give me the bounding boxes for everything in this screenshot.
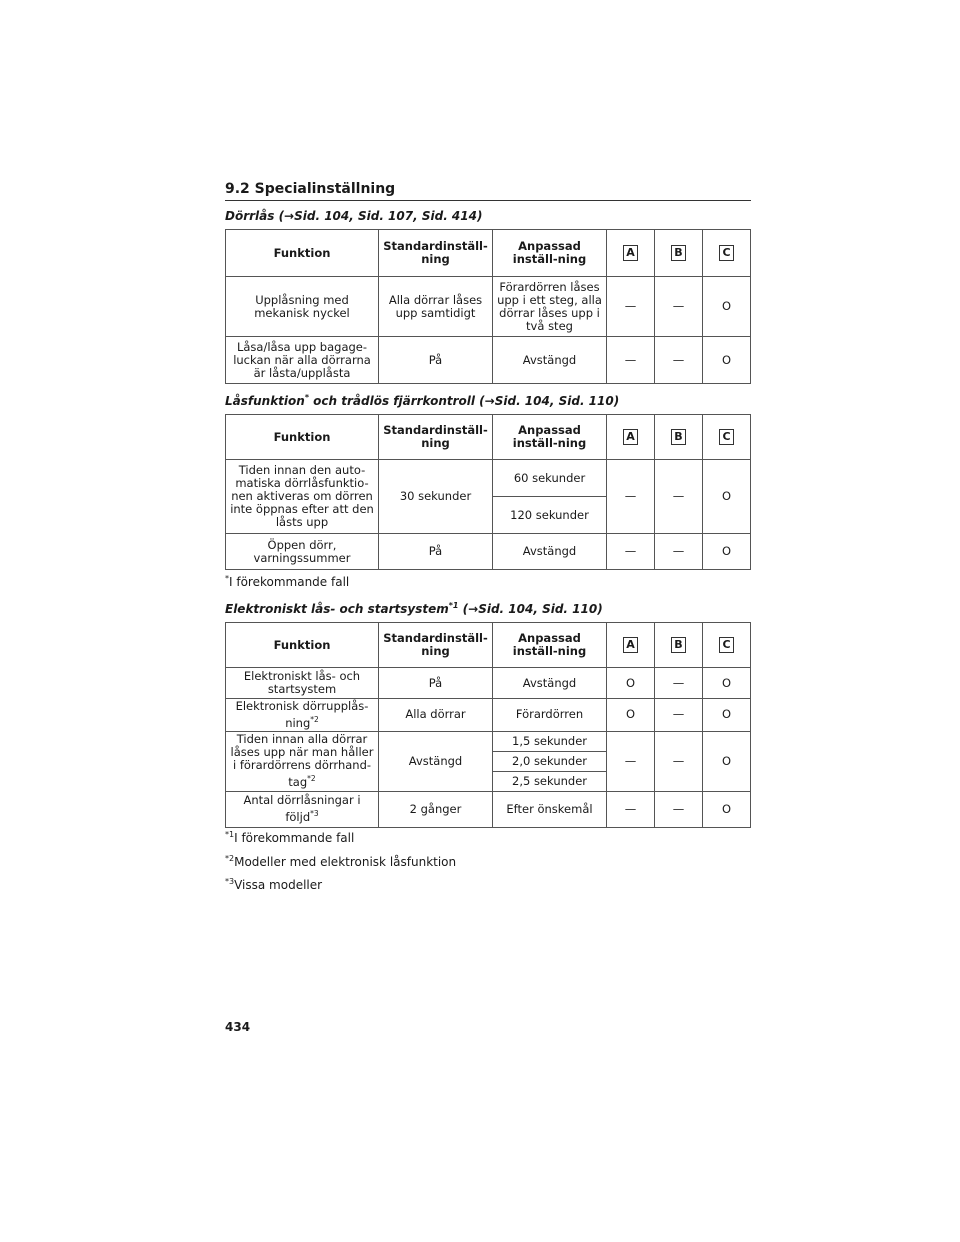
cell-b: — bbox=[655, 534, 703, 570]
cell-anpassad: Avstängd bbox=[493, 534, 607, 570]
cell-funktion: Öppen dörr, varningssummer bbox=[226, 534, 379, 570]
table-row bbox=[226, 277, 751, 337]
cell-standard: På bbox=[379, 668, 493, 699]
table-door-locks bbox=[225, 229, 751, 384]
cell-anpassad: Efter önskemål bbox=[493, 791, 607, 827]
table-header-row bbox=[226, 415, 751, 460]
cell-funktion: Elektronisk dörrupplås-ning$^{*2}$ bbox=[226, 699, 379, 732]
col-standard: Standardinställ-ning bbox=[379, 230, 493, 277]
cell-funktion: Låsa/låsa upp bagage-luckan när alla dörrarna är låsta/upplåsta bbox=[226, 337, 379, 384]
cell-funktion: Tiden innan den auto-matiska dörrlåsfunktio-nen aktiveras om dörren inte öppnas efter att den låsts upp bbox=[226, 460, 379, 534]
cell-c: O bbox=[703, 791, 751, 827]
cell-c: O bbox=[703, 668, 751, 699]
table-header-row bbox=[226, 623, 751, 668]
footnote: $^{*2}$Modeller med elektronisk låsfunktion bbox=[225, 854, 457, 869]
table-row bbox=[226, 534, 751, 570]
footnote: $^{*1}$I förekommande fall bbox=[225, 830, 355, 845]
table-lock-function bbox=[225, 414, 751, 570]
cell-standard: Alla dörrar bbox=[379, 699, 493, 732]
cell-funktion: Antal dörrlåsningar i följd$^{*3}$ bbox=[226, 791, 379, 827]
col-a-badge: A bbox=[623, 245, 638, 261]
page-number: 434 bbox=[225, 1020, 251, 1034]
cell-b: — bbox=[655, 460, 703, 534]
footnote: $^{*3}$Vissa modeller bbox=[225, 877, 323, 892]
cell-b: — bbox=[655, 699, 703, 732]
cell-c: O bbox=[703, 277, 751, 337]
cell-standard: Alla dörrar låses upp samtidigt bbox=[379, 277, 493, 337]
cell-a: — bbox=[607, 731, 655, 791]
cell-b: — bbox=[655, 277, 703, 337]
col-standard: Standardinställ-ning bbox=[379, 623, 493, 668]
cell-b: — bbox=[655, 668, 703, 699]
cell-funktion: Elektroniskt lås- och startsystem bbox=[226, 668, 379, 699]
table-row bbox=[226, 460, 751, 497]
cell-c: O bbox=[703, 699, 751, 732]
cell-c: O bbox=[703, 731, 751, 791]
cell-standard: På bbox=[379, 337, 493, 384]
cell-anpassad: 2,0 sekunder bbox=[493, 751, 607, 771]
cell-a: O bbox=[607, 699, 655, 732]
section2-title: Låsfunktion* och trådlös fjärrkontroll (→Sid. 104, Sid. 110) bbox=[225, 393, 620, 408]
cell-funktion: Upplåsning med mekanisk nyckel bbox=[226, 277, 379, 337]
cell-anpassad: 120 sekunder bbox=[493, 497, 607, 534]
col-c-badge: C bbox=[719, 637, 734, 653]
cell-a: — bbox=[607, 460, 655, 534]
cell-a: — bbox=[607, 534, 655, 570]
cell-anpassad: Avstängd bbox=[493, 668, 607, 699]
cell-b: — bbox=[655, 791, 703, 827]
cell-standard: På bbox=[379, 534, 493, 570]
cell-a: — bbox=[607, 791, 655, 827]
cell-anpassad: 2,5 sekunder bbox=[493, 771, 607, 791]
col-b-badge: B bbox=[671, 245, 686, 261]
section3-title: Elektroniskt lås- och startsystem$^{*1}$ (→Sid. 104, Sid. 110) bbox=[225, 601, 603, 616]
col-anpassad: Anpassad inställ-ning bbox=[493, 415, 607, 460]
col-c-badge: C bbox=[719, 429, 734, 445]
table-header-row bbox=[226, 230, 751, 277]
col-c-badge: C bbox=[719, 245, 734, 261]
col-standard: Standardinställ-ning bbox=[379, 415, 493, 460]
table-row bbox=[226, 791, 751, 827]
cell-funktion: Tiden innan alla dörrar låses upp när man håller i förardörrens dörrhand-tag$^{*2}$ bbox=[226, 731, 379, 791]
table-row bbox=[226, 699, 751, 732]
cell-anpassad: 60 sekunder bbox=[493, 460, 607, 497]
section-heading: 9.2 Specialinställning bbox=[225, 181, 396, 197]
page-header bbox=[225, 178, 751, 201]
col-a-badge: A bbox=[623, 429, 638, 445]
cell-b: — bbox=[655, 731, 703, 791]
col-b-badge: B bbox=[671, 637, 686, 653]
col-a-badge: A bbox=[623, 637, 638, 653]
cell-anpassad: 1,5 sekunder bbox=[493, 731, 607, 751]
cell-standard: 2 gånger bbox=[379, 791, 493, 827]
cell-standard: Avstängd bbox=[379, 731, 493, 791]
col-funktion: Funktion bbox=[226, 623, 379, 668]
table-smart-entry bbox=[225, 622, 751, 828]
section1-title: Dörrlås (→Sid. 104, Sid. 107, Sid. 414) bbox=[225, 209, 483, 223]
cell-anpassad: Avstängd bbox=[493, 337, 607, 384]
col-anpassad: Anpassad inställ-ning bbox=[493, 230, 607, 277]
cell-c: O bbox=[703, 534, 751, 570]
cell-standard: 30 sekunder bbox=[379, 460, 493, 534]
table-row bbox=[226, 731, 751, 751]
cell-a: — bbox=[607, 277, 655, 337]
table-row bbox=[226, 337, 751, 384]
footnote: *I förekommande fall bbox=[225, 574, 350, 589]
col-anpassad: Anpassad inställ-ning bbox=[493, 623, 607, 668]
cell-a: — bbox=[607, 337, 655, 384]
cell-anpassad: Förardörren låses upp i ett steg, alla dörrar låses upp i två steg bbox=[493, 277, 607, 337]
cell-b: — bbox=[655, 337, 703, 384]
col-funktion: Funktion bbox=[226, 415, 379, 460]
col-b-badge: B bbox=[671, 429, 686, 445]
cell-c: O bbox=[703, 460, 751, 534]
cell-c: O bbox=[703, 337, 751, 384]
table-row bbox=[226, 668, 751, 699]
cell-anpassad: Förardörren bbox=[493, 699, 607, 732]
cell-a: O bbox=[607, 668, 655, 699]
col-funktion: Funktion bbox=[226, 230, 379, 277]
